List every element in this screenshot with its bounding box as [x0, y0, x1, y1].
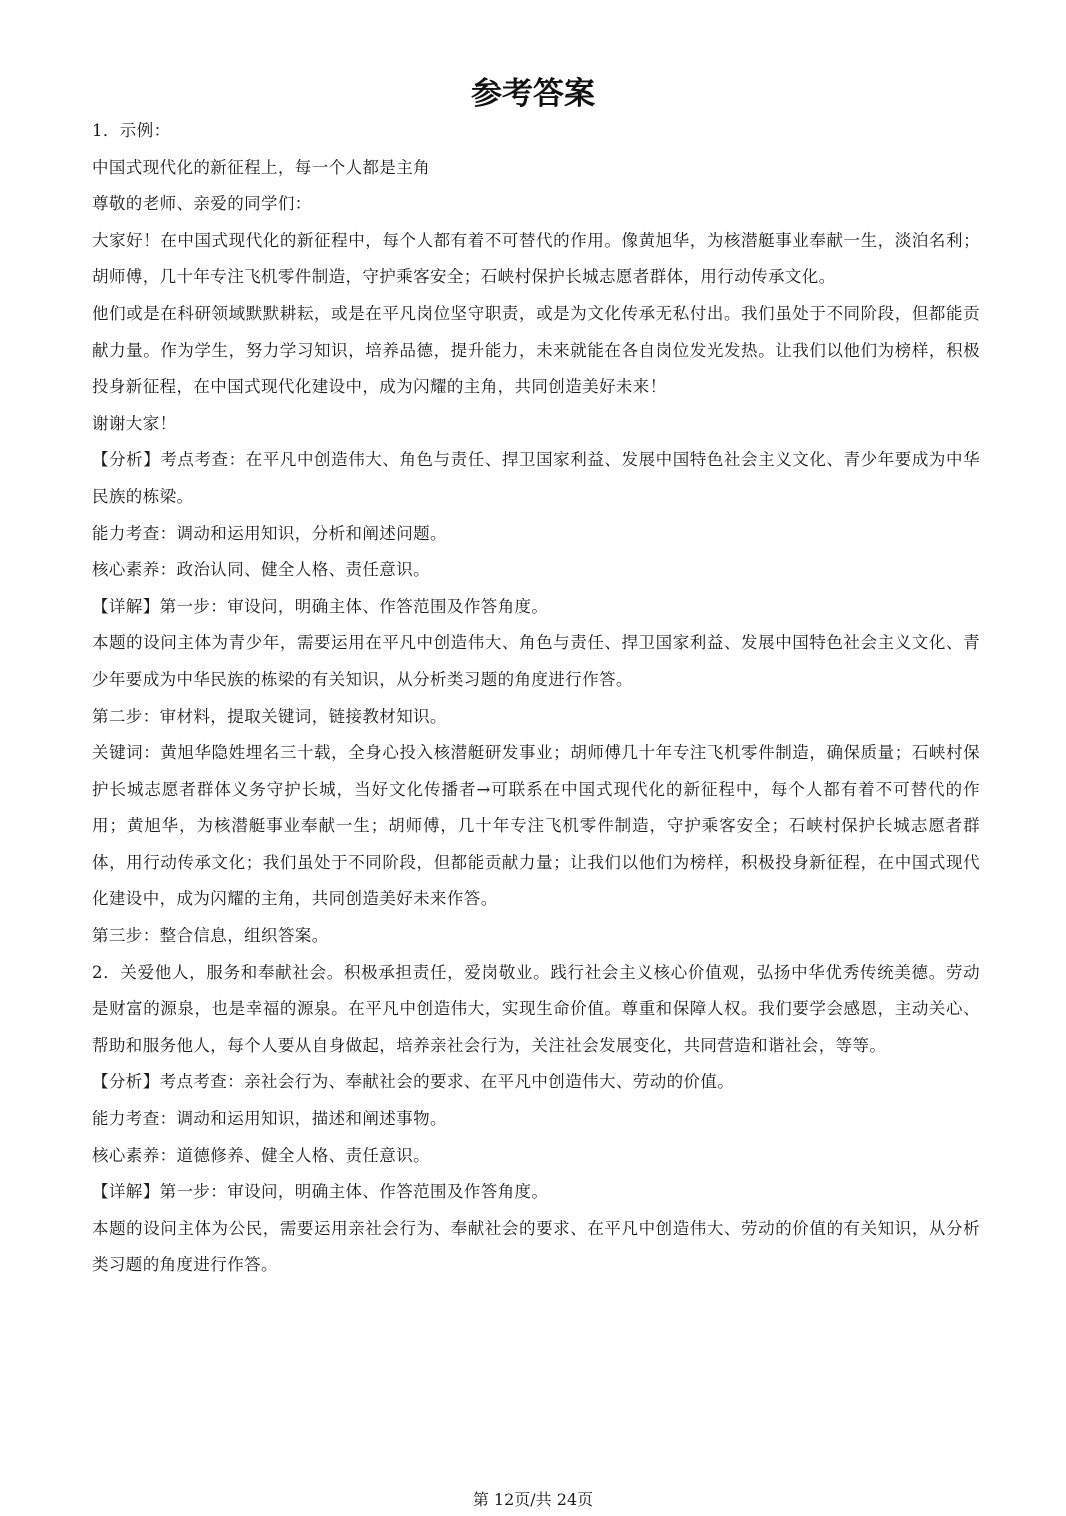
core-literacy-1: 核心素养：政治认同、健全人格、责任意识。: [92, 560, 430, 580]
explanation-1-step-1: 【详解】第一步：审设问，明确主体、作答范围及作答角度。: [92, 596, 549, 616]
ability-1: 能力考查：调动和运用知识，分析和阐述问题。: [92, 523, 447, 543]
question-2-answer: 2．关爱他人，服务和奉献社会。积极承担责任，爱岗敬业。践行社会主义核心价值观，弘扬中华优秀传统美德。劳动是财富的源泉，也是幸福的源泉。在平凡中创造伟大，实现生命价值。尊重和保障人权。我们要学会感恩，主动关心、帮助和服务他人，每个人要从自身做起，培养亲社会行为，关注社会发展变化，共同营造和谐社会，等等。: [92, 962, 980, 1055]
analysis-1: 【分析】考点考查：在平凡中创造伟大、角色与责任、捍卫国家利益、发展中国特色社会主义文化、青少年要成为中华民族的栋梁。: [92, 450, 980, 506]
core-literacy-2: 核心素养：道德修养、健全人格、责任意识。: [92, 1145, 430, 1165]
explanation-1-step-3: 第三步：整合信息，组织答案。: [92, 926, 329, 946]
speech-closing: 谢谢大家！: [92, 413, 177, 433]
explanation-1-step-2: 第二步：审材料，提取关键词，链接教材知识。: [92, 706, 447, 726]
explanation-1-keywords: 关键词：黄旭华隐姓埋名三十载，全身心投入核潜艇研发事业；胡师傅几十年专注飞机零件制造，确保质量；石峡村保护长城志愿者群体义务守护长城，当好文化传播者→可联系在中国式现代化的新征程中，每个人都有着不可替代的作用；黄旭华，为核潜艇事业奉献一生；胡师傅，几十年专注飞机零件制造，守护乘客安全；石峡村保护长城志愿者群体，用行动传承文化；我们虽处于不同阶段，但都能贡献力量；让我们以他们为榜样，积极投身新征程，在中国式现代化建设中，成为闪耀的主角，共同创造美好未来作答。: [92, 743, 980, 909]
ability-2: 能力考查：调动和运用知识，描述和阐述事物。: [92, 1109, 447, 1129]
speech-title: 中国式现代化的新征程上，每一个人都是主角: [92, 157, 430, 177]
speech-greeting: 尊敬的老师、亲爱的同学们：: [92, 194, 312, 214]
speech-paragraph-2: 他们或是在科研领域默默耕耘，或是在平凡岗位坚守职责，或是为文化传承无私付出。我们虽处于不同阶段，但都能贡献力量。作为学生，努力学习知识，培养品德，提升能力，未来就能在各自岗位发光发热。让我们以他们为榜样，积极投身新征程，在中国式现代化建设中，成为闪耀的主角，共同创造美好未来！: [92, 303, 980, 397]
analysis-2: 【分析】考点考查：亲社会行为、奉献社会的要求、在平凡中创造伟大、劳动的价值。: [92, 1072, 735, 1092]
answer-body: [92, 113, 980, 1284]
explanation-2-step-1: 【详解】第一步：审设问，明确主体、作答范围及作答角度。: [92, 1182, 549, 1202]
page-title: 参考答案: [471, 76, 595, 112]
page-number: 第 12页/共 24页: [472, 1490, 594, 1509]
explanation-2-subject: 本题的设问主体为公民，需要运用亲社会行为、奉献社会的要求、在平凡中创造伟大、劳动的价值的有关知识，从分析类习题的角度进行作答。: [92, 1218, 980, 1275]
question-1-label: 1．示例：: [92, 121, 171, 140]
speech-paragraph-1: 大家好！在中国式现代化的新征程中，每个人都有着不可替代的作用。像黄旭华，为核潜艇事业奉献一生，淡泊名利；胡师傅，几十年专注飞机零件制造，守护乘客安全；石峡村保护长城志愿者群体，用行动传承文化。: [92, 230, 980, 287]
explanation-1-subject: 本题的设问主体为青少年，需要运用在平凡中创造伟大、角色与责任、捍卫国家利益、发展中国特色社会主义文化、青少年要成为中华民族的栋梁的有关知识，从分析类习题的角度进行作答。: [92, 633, 980, 689]
